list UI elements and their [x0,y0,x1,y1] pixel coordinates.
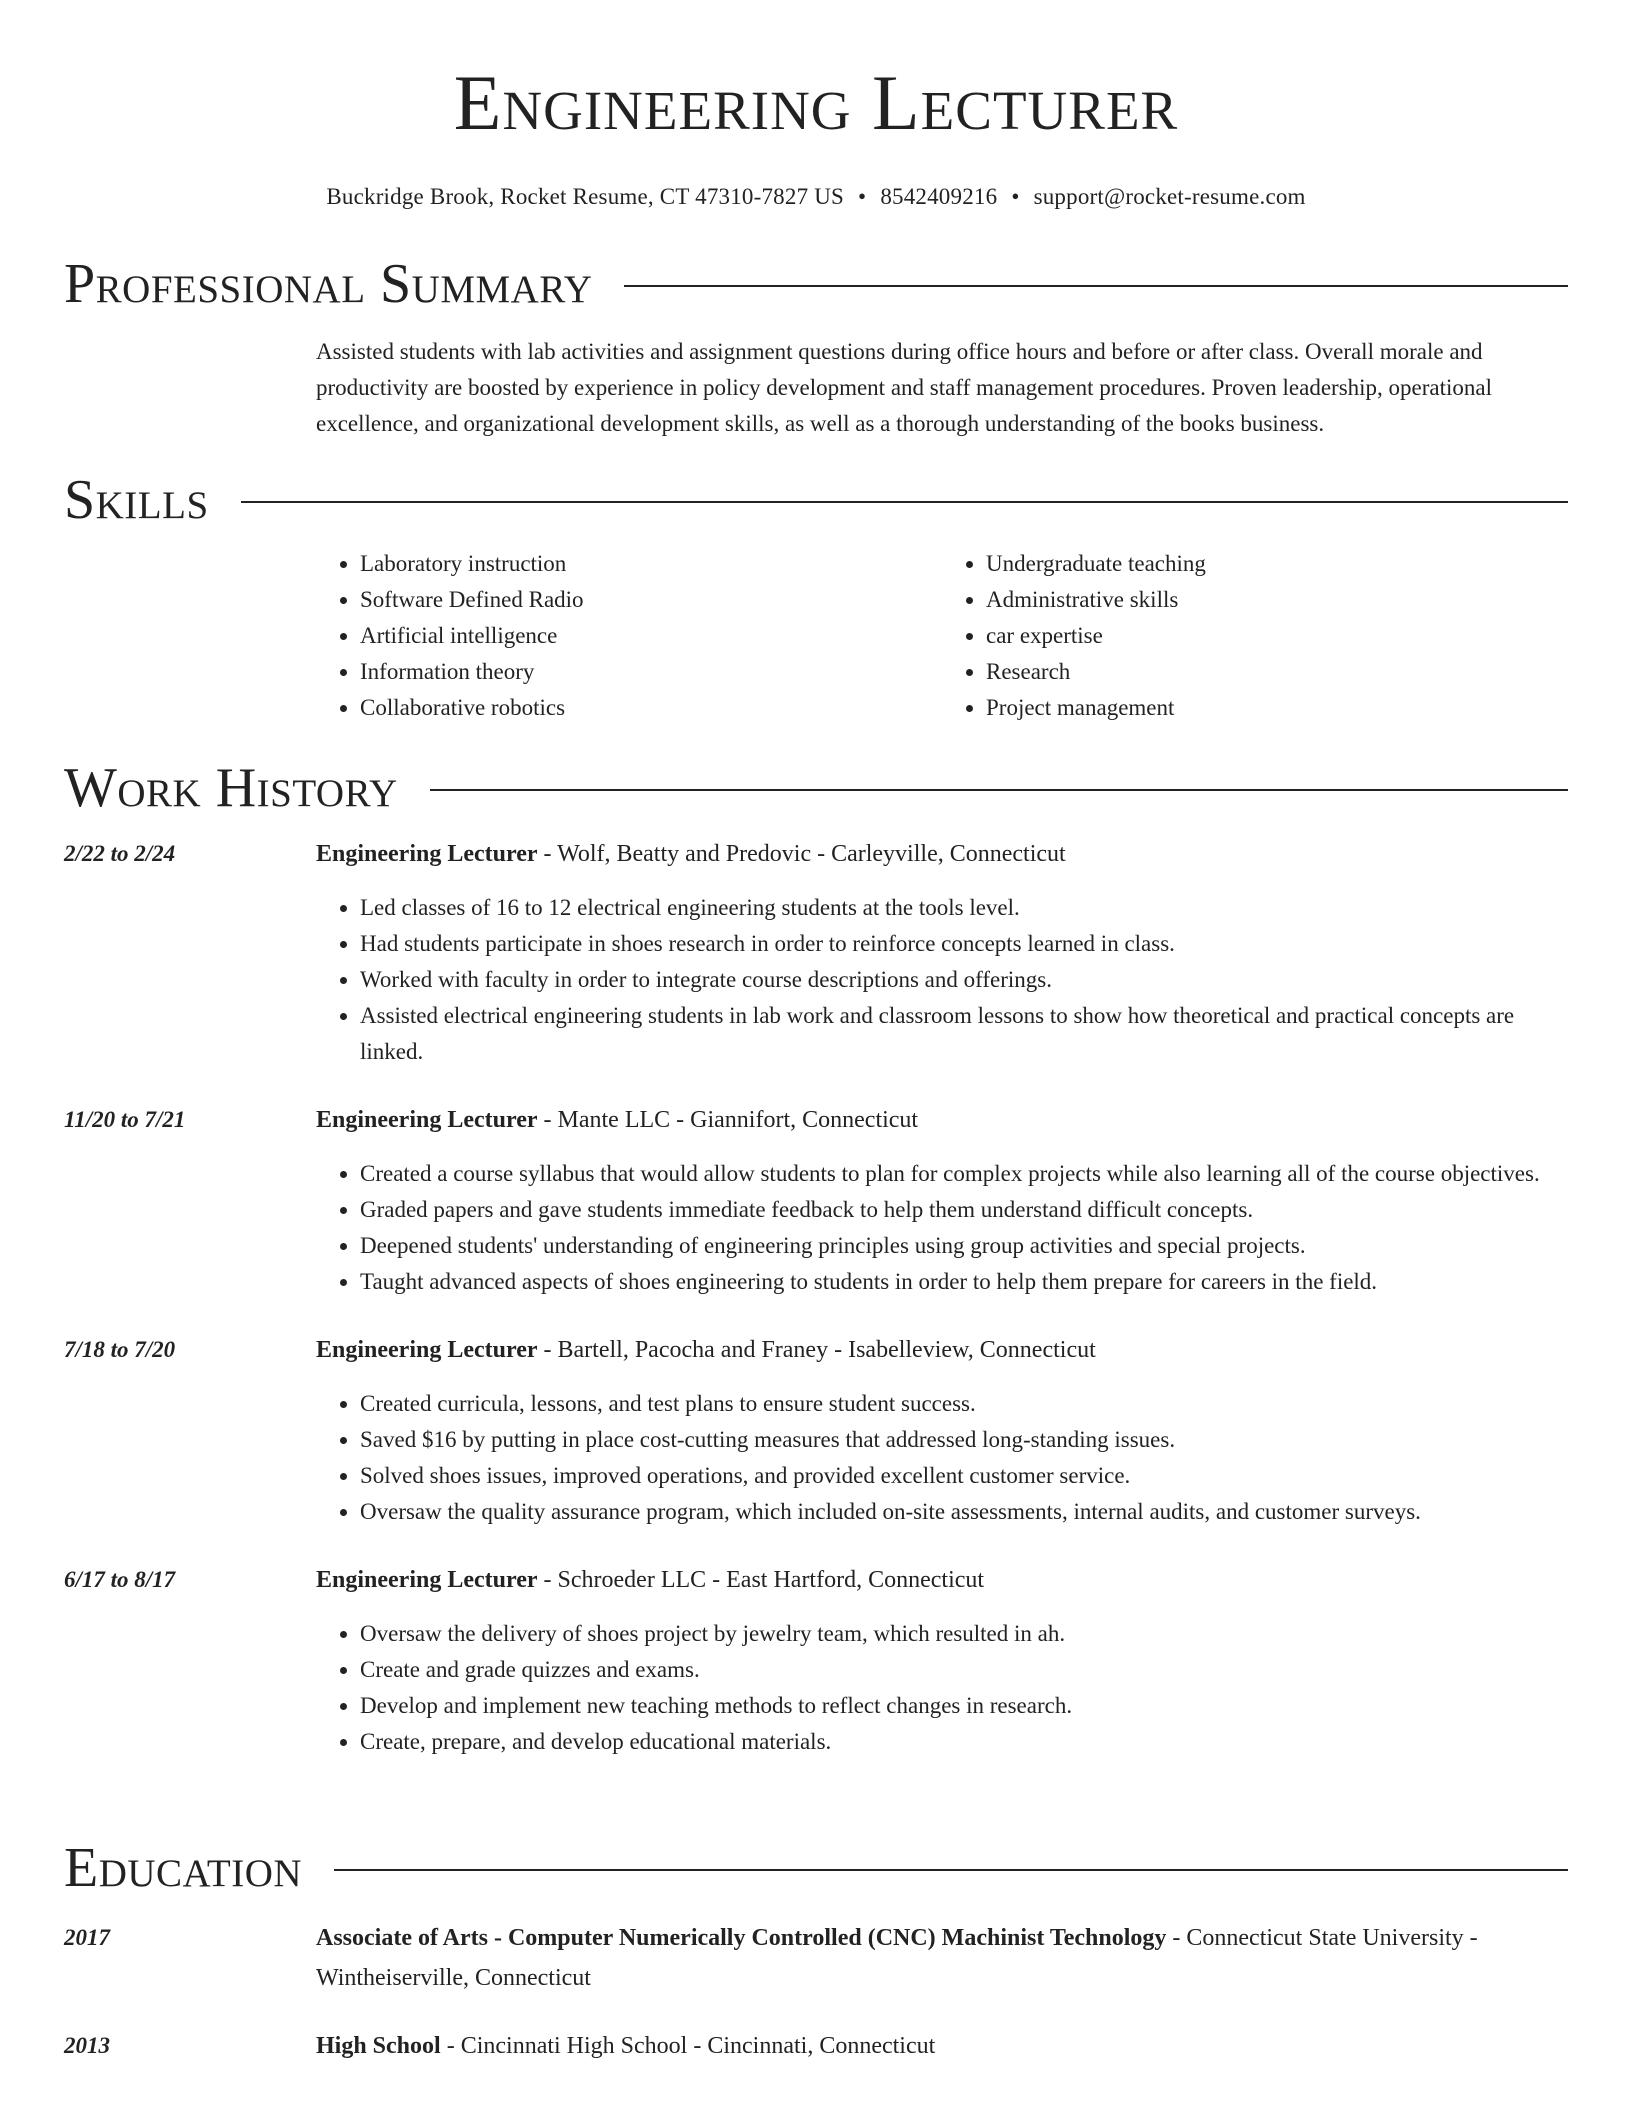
job-employer: - Bartell, Pacocha and Franey - Isabelleview, Connecticut [537,1337,1096,1363]
job-bullet: • Deepened students' understanding of engineering principles using group activities and special projects. [360,1228,1568,1264]
education-degree: Associate of Arts - Computer Numerically Controlled (CNC) Machinist Technology [316,1925,1167,1951]
job-bullet: • Taught advanced aspects of shoes engineering to students in order to help them prepare for careers in the field. [360,1264,1568,1300]
job-dates: 11/20 to 7/21 [64,1107,186,1132]
job-bullet: • Assisted electrical engineering students in lab work and classroom lessons to show how theoretical and practical concepts are linked. [360,998,1568,1070]
job-bullet: • Created curricula, lessons, and test plans to ensure student success. [360,1386,1568,1422]
education-text [316,1918,1568,1998]
education-school: - Connecticut State University - Wintheiserville, Connecticut [316,1925,1478,1991]
work-history-section [64,758,1568,1760]
job-bullet: • Create and grade quizzes and exams. [360,1652,1568,1688]
resume-name: Engineering Lecturer [453,59,1179,146]
job-bullet: • Worked with faculty in order to integrate course descriptions and offerings. [360,962,1568,998]
job-bullet: • Oversaw the quality assurance program, which included on-site assessments, internal audits, and customer surveys. [360,1494,1568,1530]
job-entry [64,1332,1568,1530]
job-bullet: • Solved shoes issues, improved operations, and provided excellent customer service. [360,1458,1568,1494]
section-divider [430,789,1568,791]
skill-item: • Collaborative robotics [360,690,942,726]
contact-line [0,184,1632,210]
job-bullet: • Create, prepare, and develop educational materials. [360,1724,1568,1760]
job-position: Engineering Lecturer [316,1337,538,1363]
summary-section [64,254,1568,442]
contact-phone: 8542409216 [880,184,998,209]
skills-title: Skills [64,469,209,531]
job-position: Engineering Lecturer [316,1567,538,1593]
section-divider [624,285,1568,287]
job-entry [64,836,1568,1070]
job-position: Engineering Lecturer [316,841,538,867]
job-bullet: • Develop and implement new teaching methods to reflect changes in research. [360,1688,1568,1724]
skill-item: • Project management [986,690,1568,726]
skill-item: • Administrative skills [986,582,1568,618]
skills-heading [64,470,1568,530]
job-entry [64,1102,1568,1300]
job-dates: 7/18 to 7/20 [64,1337,176,1362]
skill-item: • Laboratory instruction [360,546,942,582]
summary-title: Professional Summary [64,253,593,315]
job-bullet: • Had students participate in shoes research in order to reinforce concepts learned in class. [360,926,1568,962]
job-bullet: • Created a course syllabus that would allow students to plan for complex projects while also learning all of the course objectives. [360,1156,1568,1192]
summary-text: Assisted students with lab activities and assignment questions during office hours and before or after class. Overall morale and productivity are boosted by experience in policy development and staff management procedures. Proven leadership, operational excellence, and organizational development skills, as well as a thorough understanding of the books business. [316,339,1493,436]
skill-item: • Software Defined Radio [360,582,942,618]
education-section [64,1838,1568,2066]
job-employer: - Mante LLC - Giannifort, Connecticut [537,1107,919,1133]
contact-address: Buckridge Brook, Rocket Resume, CT 47310-7827 US [326,184,845,209]
education-year: 2013 [64,2033,110,2058]
job-bullets [316,1386,1568,1530]
job-dates: 2/22 to 2/24 [64,841,176,866]
job-bullet: • Oversaw the delivery of shoes project by jewelry team, which resulted in ah. [360,1616,1568,1652]
skills-list [316,546,1568,726]
contact-separator: • [1011,184,1020,209]
skill-item: • Artificial intelligence [360,618,942,654]
job-bullet: • Saved $16 by putting in place cost-cutting measures that addressed long-standing issues. [360,1422,1568,1458]
job-bullets [316,1616,1568,1760]
education-school: - Cincinnati High School - Cincinnati, Connecticut [440,2033,936,2059]
job-employer: - Wolf, Beatty and Predovic - Carleyville, Connecticut [537,841,1066,867]
job-bullet: • Graded papers and gave students immediate feedback to help them understand difficult concepts. [360,1192,1568,1228]
job-bullets [316,1156,1568,1300]
skills-column-left [316,546,942,726]
education-entry [64,1918,1568,1998]
job-bullets [316,890,1568,1070]
skill-item: • Research [986,654,1568,690]
job-entry [64,1562,1568,1760]
job-title-line [316,1562,1568,1598]
job-position: Engineering Lecturer [316,1107,538,1133]
skill-item: • Undergraduate teaching [986,546,1568,582]
skills-column-right [942,546,1568,726]
education-text [316,2026,1568,2066]
contact-separator: • [858,184,867,209]
skills-section [64,470,1568,726]
education-heading [64,1838,1568,1898]
job-title-line [316,1102,1568,1138]
summary-heading [64,254,1568,314]
education-degree: High School [316,2033,441,2059]
section-divider [334,1869,1568,1871]
job-title-line [316,836,1568,872]
skill-item: • Information theory [360,654,942,690]
education-year: 2017 [64,1925,110,1950]
section-divider [241,501,1568,503]
job-bullet: • Led classes of 16 to 12 electrical engineering students at the tools level. [360,890,1568,926]
education-title: Education [64,1837,303,1899]
job-title-line [316,1332,1568,1368]
work-history-heading [64,758,1568,818]
work-history-title: Work History [64,757,398,819]
contact-email: support@rocket-resume.com [1033,184,1306,209]
education-entry [64,2026,1568,2066]
skill-item: • car expertise [986,618,1568,654]
job-dates: 6/17 to 8/17 [64,1567,176,1592]
job-employer: - Schroeder LLC - East Hartford, Connecticut [537,1567,985,1593]
